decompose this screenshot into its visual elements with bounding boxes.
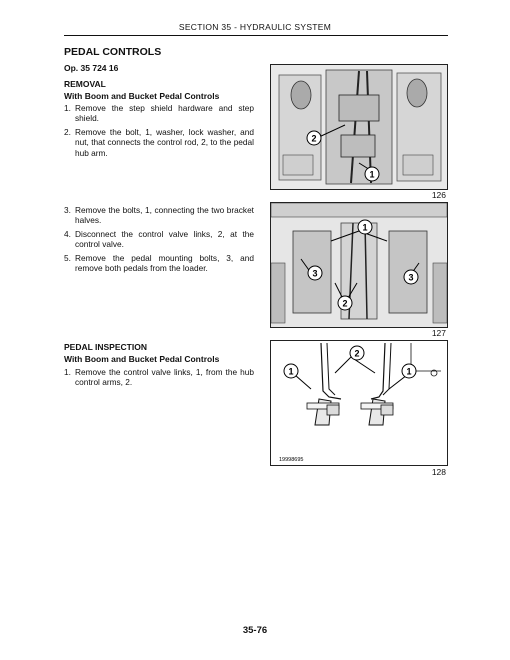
- callout-label: 1: [362, 222, 368, 233]
- step-text: Remove the pedal mounting bolts, 3, and remove both pedals from the loader.: [75, 252, 254, 274]
- step-text: Remove the control valve links, 1, from the hub control arms, 2.: [75, 367, 254, 388]
- callout-label: 1: [288, 366, 294, 377]
- step-item: [64, 205, 254, 226]
- step-item: [64, 253, 254, 274]
- step-text: Remove the bolt, 1, washer, lock washer, and nut, that connects the control rod, 2, to the pedal hub arm.: [75, 126, 254, 158]
- callout-label: 1: [406, 366, 412, 377]
- op-code: Op. 35 724 16: [64, 63, 119, 73]
- figure-number: 128: [431, 467, 446, 477]
- inspection-subheading: With Boom and Bucket Pedal Controls: [64, 354, 220, 364]
- figure-126-illustration: [270, 64, 448, 190]
- step-item: [64, 367, 254, 388]
- step-item: [64, 103, 254, 124]
- page-title: PEDAL CONTROLS: [64, 46, 162, 58]
- step-number: 1.: [64, 367, 71, 377]
- removal-heading: REMOVAL: [64, 79, 106, 89]
- inspection-heading: PEDAL INSPECTION: [64, 342, 147, 352]
- header-rule: [64, 35, 448, 36]
- callout-label: 3: [408, 272, 414, 283]
- step-item: [64, 127, 254, 158]
- section-header: SECTION 35 - HYDRAULIC SYSTEM: [178, 22, 332, 32]
- figure-code: 19998695: [279, 457, 304, 463]
- figure-number: 127: [431, 328, 446, 338]
- step-number: 2.: [64, 126, 71, 137]
- figure-127-illustration: [270, 202, 448, 328]
- step-text: Disconnect the control valve links, 2, at the control valve.: [75, 228, 254, 250]
- step-number: 5.: [64, 252, 71, 263]
- callout-label: 2: [311, 133, 317, 144]
- removal-steps-b: [64, 205, 254, 276]
- step-item: [64, 229, 254, 250]
- inspection-steps: [64, 367, 254, 391]
- figure-number: 126: [431, 190, 446, 200]
- removal-subheading: With Boom and Bucket Pedal Controls: [64, 91, 220, 101]
- step-number: 4.: [64, 228, 71, 239]
- removal-steps-a: [64, 103, 254, 161]
- page-number: 35-76: [242, 625, 268, 636]
- callout-label: 2: [354, 348, 360, 359]
- callout-label: 1: [369, 169, 375, 180]
- callout-label: 2: [342, 298, 348, 309]
- callout-label: 3: [312, 268, 318, 279]
- step-number: 3.: [64, 205, 71, 215]
- step-number: 1.: [64, 103, 71, 113]
- step-text: Remove the step shield hardware and step shield.: [75, 103, 254, 124]
- step-text: Remove the bolts, 1, connecting the two bracket halves.: [75, 205, 254, 226]
- figure-128-illustration: [270, 340, 448, 466]
